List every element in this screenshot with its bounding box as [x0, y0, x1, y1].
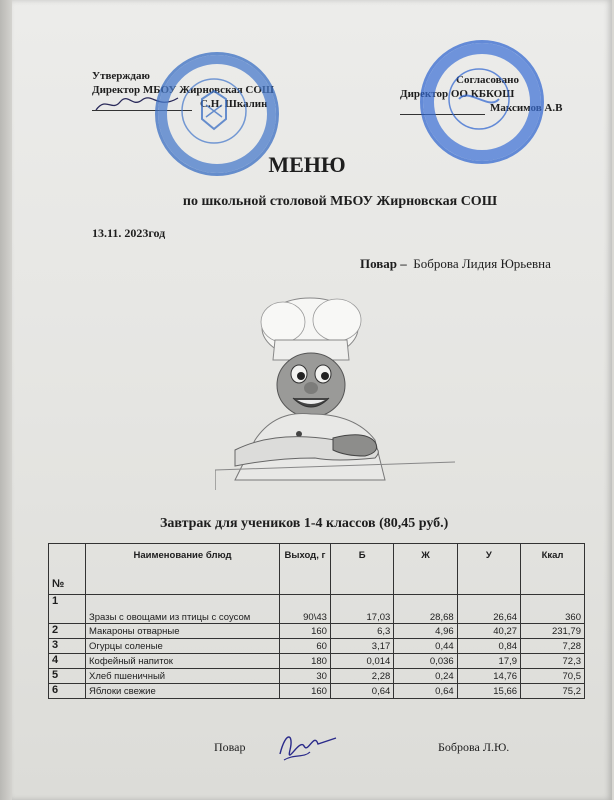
table-row [49, 654, 585, 669]
row-kcal: 231,79 [521, 624, 585, 639]
row-name: Хлеб пшеничный [86, 669, 280, 684]
agreed-position: Директор ОО КБКОШ [400, 88, 515, 100]
header-protein: Б [330, 544, 393, 595]
table-row [49, 669, 585, 684]
row-kcal: 360 [521, 595, 585, 624]
row-fat: 0,24 [394, 669, 457, 684]
row-carbs: 40,27 [457, 624, 520, 639]
menu-table [48, 543, 585, 699]
row-kcal: 72,3 [521, 654, 585, 669]
page-title: МЕНЮ [268, 152, 346, 177]
row-protein: 17,03 [330, 595, 393, 624]
page-edge-shadow [0, 0, 12, 800]
row-name: Зразы с овощами из птицы с соусом [86, 595, 280, 624]
row-fat: 0,44 [394, 639, 457, 654]
row-protein: 0,014 [330, 654, 393, 669]
row-protein: 3,17 [330, 639, 393, 654]
table-row [49, 624, 585, 639]
row-protein: 6,3 [330, 624, 393, 639]
approve-name: С.Н. Шкалин [200, 98, 268, 110]
table-header-row [49, 544, 585, 595]
row-name: Огурцы соленые [86, 639, 280, 654]
cook-signature-icon [274, 724, 344, 764]
approve-position: Директор МБОУ Жирновская СОШ [92, 84, 275, 96]
row-name: Яблоки свежие [86, 684, 280, 699]
header-fat: Ж [394, 544, 457, 595]
row-carbs: 15,66 [457, 684, 520, 699]
row-protein: 0,64 [330, 684, 393, 699]
cook-name: Боброва Лидия Юрьевна [413, 256, 551, 271]
row-carbs: 14,76 [457, 669, 520, 684]
table-row [49, 595, 585, 624]
row-carbs: 0,84 [457, 639, 520, 654]
row-kcal: 70,5 [521, 669, 585, 684]
row-num: 5 [49, 669, 86, 684]
organization-stamp-icon [420, 40, 544, 164]
header-name: Наименование блюд [86, 544, 280, 595]
page-subtitle: по школьной столовой МБОУ Жирновская СОШ [182, 194, 498, 209]
row-kcal: 7,28 [521, 639, 585, 654]
row-fat: 0,64 [394, 684, 457, 699]
row-fat: 0,036 [394, 654, 457, 669]
header-carbs: У [457, 544, 520, 595]
row-carbs: 26,64 [457, 595, 520, 624]
row-yield: 160 [279, 624, 330, 639]
cook-line [360, 256, 551, 272]
row-yield: 160 [279, 684, 330, 699]
table-row [49, 639, 585, 654]
approve-label: Утверждаю [92, 70, 150, 82]
row-yield: 90\43 [279, 595, 330, 624]
chef-illustration-icon [215, 290, 455, 490]
row-name: Макароны отварные [86, 624, 280, 639]
table-row [49, 684, 585, 699]
row-yield: 30 [279, 669, 330, 684]
footer-cook-label: Повар [214, 740, 246, 754]
row-yield: 180 [279, 654, 330, 669]
row-num: 4 [49, 654, 86, 669]
row-num: 1 [49, 595, 86, 624]
agreed-label: Согласовано [456, 74, 519, 86]
row-num: 3 [49, 639, 86, 654]
meal-title: Завтрак для учеников 1-4 классов (80,45 руб.) [160, 516, 449, 531]
row-protein: 2,28 [330, 669, 393, 684]
agreed-name: Максимов А.В [490, 102, 563, 114]
row-fat: 28,68 [394, 595, 457, 624]
menu-date: 13.11. 2023год [92, 226, 166, 240]
row-name: Кофейный напиток [86, 654, 280, 669]
header-num: № [49, 544, 86, 595]
footer-cook-name: Боброва Л.Ю. [438, 740, 510, 754]
row-fat: 4,96 [394, 624, 457, 639]
header-yield: Выход, г [279, 544, 330, 595]
row-yield: 60 [279, 639, 330, 654]
row-num: 2 [49, 624, 86, 639]
row-num: 6 [49, 684, 86, 699]
cook-label: Повар – [360, 256, 407, 271]
row-kcal: 75,2 [521, 684, 585, 699]
row-carbs: 17,9 [457, 654, 520, 669]
header-kcal: Ккал [521, 544, 585, 595]
